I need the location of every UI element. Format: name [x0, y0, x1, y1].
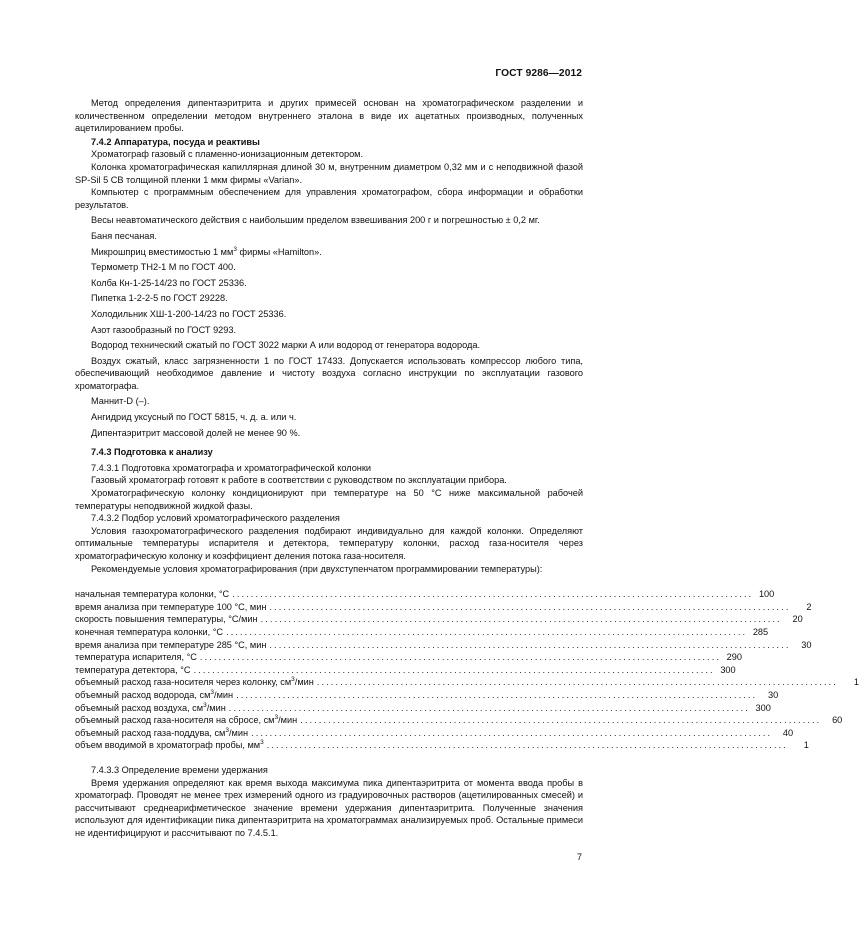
condition-label-text: объемный расход воздуха, см — [75, 702, 204, 713]
condition-row — [75, 664, 736, 677]
condition-label-text: объемный расход газа-носителя через колонку, см — [75, 677, 292, 688]
condition-label — [75, 689, 233, 702]
condition-row — [75, 613, 803, 626]
leader-dots: ................................................................................................................ — [228, 702, 750, 713]
equipment-item-syringe — [75, 246, 583, 259]
superscript: 3 — [260, 739, 264, 747]
paragraph: Условия газохроматографического разделения подбирают индивидуально для каждой колонки. Определяют оптимальные температуры испарителя и детектора, температуру колонки, расход газа-носителя через хроматографическую колонку и коэффициент деления потока газа-носителя. — [75, 525, 583, 561]
page-content — [75, 97, 859, 839]
condition-label: температура детектора, °С — [75, 664, 191, 675]
condition-value: 290 — [726, 652, 743, 663]
paragraph: Газовый хроматограф готовят к работе в соответствии с руководством по эксплуатации прибора. — [91, 475, 507, 486]
leader-dots: ................................................................................................................ — [199, 652, 722, 663]
equipment-item: Термометр ТН2-1 М по ГОСТ 400. — [91, 262, 236, 273]
condition-label — [75, 727, 248, 740]
condition-label: конечная температура колонки, °С — [75, 626, 224, 637]
leader-dots: ................................................................................................................ — [232, 589, 754, 600]
condition-value: 300 — [720, 664, 736, 675]
section-7-4-2-heading: 7.4.2 Аппаратура, посуда и реактивы — [91, 136, 260, 147]
condition-value: 20 — [792, 614, 803, 625]
condition-row — [75, 739, 809, 752]
condition-value: 60 — [832, 715, 843, 726]
condition-label: температура испарителя, °С — [75, 652, 197, 663]
equipment-item: Дипентаэритрит массовой долей не менее 90 %. — [91, 427, 301, 438]
equipment-item: Водород технический сжатый по ГОСТ 3022 марки А или водород от генератора водорода. — [91, 340, 481, 351]
equipment-item: Пипетка 1-2-2-5 по ГОСТ 29228. — [91, 293, 228, 304]
condition-value: 1 — [853, 677, 859, 688]
condition-value: 2 — [806, 601, 812, 612]
condition-label: начальная температура колонки, °С — [75, 589, 230, 600]
condition-label: скорость повышения температуры, °С/мин — [75, 614, 258, 625]
condition-label-text: объемный расход газа-носителя на сбросе, см — [75, 715, 275, 726]
condition-value: 100 — [758, 589, 775, 600]
equipment-item: Колонка хроматографическая капиллярная длиной 30 м, внутренним диаметром 0,32 мм и с неподвижной фазой SP-Sil 5 CB толщиной пленки 1 мкм фирмы «Varian». — [75, 161, 583, 185]
condition-row — [75, 639, 812, 652]
condition-value: 30 — [767, 689, 779, 700]
condition-unit: /мин — [278, 715, 298, 726]
superscript: 3 — [274, 714, 279, 722]
superscript: 3 — [233, 245, 237, 253]
condition-unit: /мин — [228, 727, 249, 738]
leader-dots: ................................................................................................................ — [260, 614, 782, 625]
leader-dots: ................................................................................................................ — [193, 664, 715, 675]
condition-row — [75, 676, 859, 689]
page-number: 7 — [576, 852, 582, 862]
condition-label — [75, 702, 226, 715]
leader-dots: ................................................................................................................ — [300, 715, 822, 726]
equipment-item: Маннит-D (–). — [91, 396, 150, 407]
condition-unit: /мин — [294, 677, 314, 688]
condition-row — [75, 651, 743, 664]
intro-paragraph: Метод определения дипентаэритрита и других примесей основан на хроматографическом разделении и количественном определении методом внутреннего эталона в виде их ацетатных производных, полученных ацетилированием пробы. — [75, 98, 583, 134]
superscript: 3 — [225, 726, 229, 734]
leader-dots: ................................................................................................................ — [236, 689, 758, 700]
leader-dots: ................................................................................................................ — [266, 740, 788, 751]
condition-label — [75, 714, 297, 727]
condition-label-text: объем вводимой в хроматограф пробы, мм — [75, 740, 261, 751]
syringe-text-end: фирмы «Hamilton». — [236, 246, 322, 257]
condition-unit: /мин — [214, 689, 234, 700]
subsection-7-4-3-1-heading: 7.4.3.1 Подготовка хроматографа и хроматографической колонки — [91, 462, 372, 473]
condition-row — [75, 601, 812, 614]
equipment-item: Холодильник ХШ-1-200-14/23 по ГОСТ 25336. — [91, 308, 287, 319]
condition-row — [75, 726, 794, 740]
superscript: 3 — [203, 701, 207, 709]
condition-value: 300 — [755, 702, 771, 713]
leader-dots: ................................................................................................................ — [316, 677, 838, 688]
condition-label-text: объемный расход газа-поддува, см — [75, 727, 226, 738]
subsection-7-4-3-3-heading: 7.4.3.3 Определение времени удержания — [91, 764, 268, 775]
subsection-7-4-3-2-heading: 7.4.3.2 Подбор условий хроматографического разделения — [91, 513, 340, 524]
leader-dots: ................................................................................................................ — [269, 601, 791, 612]
equipment-item: Компьютер с программным обеспечением для управления хроматографом, сбора информации и обработки результатов. — [75, 187, 583, 210]
condition-label: время анализа при температуре 100 °С, мин — [75, 601, 267, 612]
equipment-item: Хроматограф газовый с пламенно-ионизационным детектором. — [91, 149, 364, 160]
condition-row — [75, 626, 769, 639]
leader-dots: ................................................................................................................ — [269, 639, 791, 650]
equipment-item: Баня песчаная. — [91, 230, 157, 241]
paragraph: Рекомендуемые условия хроматографирования (при двухступенчатом программировании температуры): — [91, 563, 543, 574]
condition-value: 1 — [803, 740, 809, 751]
equipment-item: Весы неавтоматического действия с наибольшим пределом взвешивания 200 г и погрешностью ± 0,2 мг. — [91, 215, 540, 226]
conditions-list — [75, 588, 859, 752]
condition-label — [75, 676, 314, 689]
section-7-4-3-heading: 7.4.3 Подготовка к анализу — [91, 447, 213, 458]
condition-value: 40 — [782, 727, 794, 738]
leader-dots: ................................................................................................................ — [226, 626, 748, 637]
equipment-item: Ангидрид уксусный по ГОСТ 5815, ч. д. а. или ч. — [91, 412, 297, 423]
condition-row — [75, 714, 843, 727]
condition-label: время анализа при температуре 285 °С, мин — [75, 639, 267, 650]
condition-row — [75, 688, 779, 702]
superscript: 3 — [210, 688, 215, 696]
paragraph: Время удержания определяют как время выхода максимума пика дипентаэритрита от момента ввода пробы в хроматограф. Проводят не менее трех измерений одного из градуировочных растворов (ацетилированных смесей) и рассчитывают среднеарифметическое значение времени удержания дипентаэритрита. Полученные значения используют для идентификации пика дипентаэритрита на хроматограммах анализируемых проб. Остальные примеси не идентифицируют и рассчитывают по 7.4.5.1. — [75, 777, 583, 838]
condition-value: 30 — [801, 639, 812, 650]
condition-value: 285 — [752, 626, 769, 637]
condition-row — [75, 701, 771, 715]
superscript: 3 — [291, 676, 295, 684]
standard-header: ГОСТ 9286—2012 — [495, 68, 582, 79]
leader-dots: ................................................................................................................ — [251, 727, 773, 738]
equipment-item: Воздух сжатый, класс загрязненности 1 по ГОСТ 17433. Допускается использовать компрессор любого типа, обеспечивающий необходимое давление и чистоту воздуха согласно инструкции по эксплуатации газового хроматографа. — [75, 355, 583, 391]
equipment-item: Азот газообразный по ГОСТ 9293. — [91, 324, 237, 335]
condition-row — [75, 588, 775, 601]
paragraph: Хроматографическую колонку кондиционируют при температуре на 50 °C ниже максимальной рабочей температуры неподвижной жидкой фазы. — [75, 488, 583, 511]
syringe-text: Микрошприц вместимостью 1 мм — [91, 246, 234, 257]
equipment-item: Колба Кн-1-25-14/23 по ГОСТ 25336. — [91, 277, 247, 288]
condition-unit: /мин — [206, 702, 226, 713]
condition-label-text: объемный расход водорода, см — [75, 689, 211, 700]
condition-label — [75, 739, 264, 752]
